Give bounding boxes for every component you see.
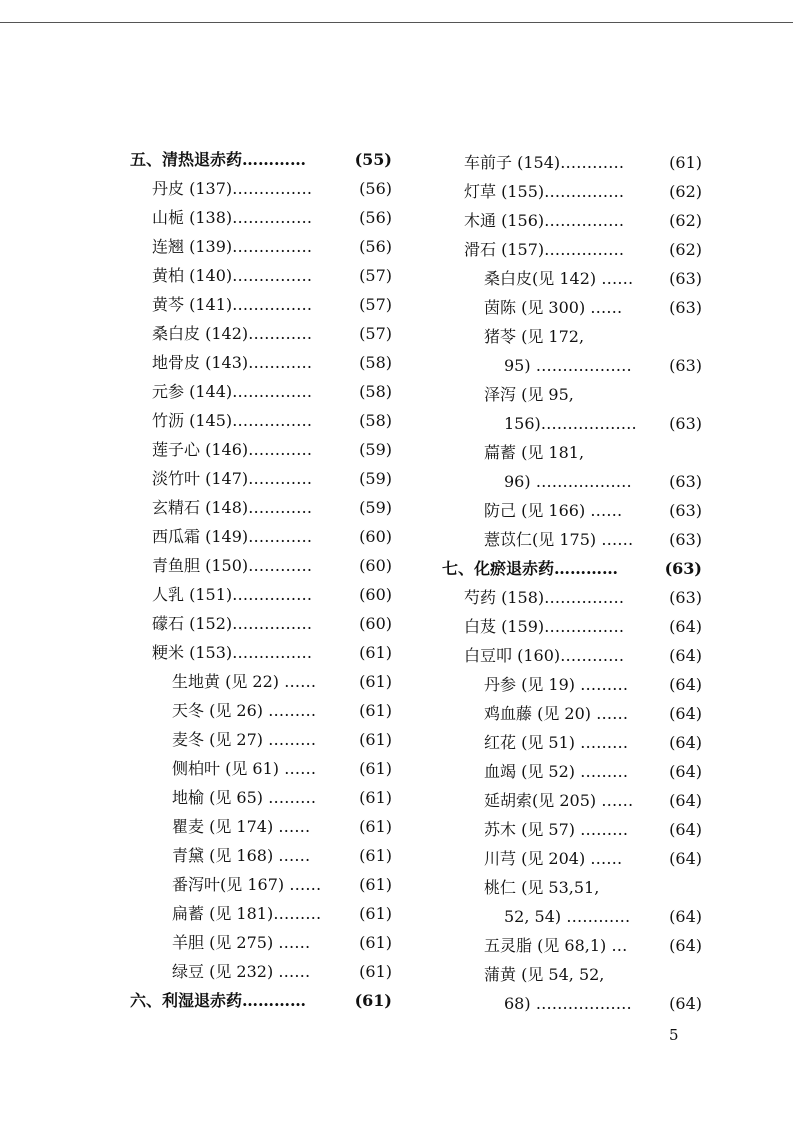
toc-entry-page: (64) <box>669 849 702 868</box>
toc-entry-page: (63) <box>669 269 702 288</box>
toc-entry <box>442 496 702 525</box>
toc-entry-page: (61) <box>359 672 392 691</box>
toc-entry-page: (61) <box>359 962 392 981</box>
toc-entry-text: 萹蓄 (见 181, <box>484 443 585 462</box>
toc-entry-text: 青黛 (见 168) …… <box>172 846 311 865</box>
toc-entry-page: (60) <box>359 614 392 633</box>
toc-entry-page: (64) <box>669 762 702 781</box>
toc-entry-page: (61) <box>359 730 392 749</box>
toc-entry-text: 扁蓄 (见 181)……… <box>172 904 322 923</box>
toc-entry-text: 连翘 (139)…………… <box>152 237 313 256</box>
toc-entry-text: 苏木 (见 57) ……… <box>484 820 629 839</box>
toc-entry-text: 生地黄 (见 22) …… <box>172 672 317 691</box>
toc-entry-page: (61) <box>669 153 702 172</box>
toc-entry-text: 白芨 (159)…………… <box>464 617 625 636</box>
toc-entry <box>442 670 702 699</box>
toc-entry <box>130 725 392 754</box>
toc-entry-text: 滑石 (157)…………… <box>464 240 625 259</box>
toc-entry-text: 莲子心 (146)………… <box>152 440 313 459</box>
toc-entry <box>130 319 392 348</box>
toc-entry <box>130 667 392 696</box>
toc-entry-text: 玄精石 (148)………… <box>152 498 313 517</box>
toc-entry-page: (58) <box>359 353 392 372</box>
toc-entry-text: 95) ……………… <box>504 356 632 375</box>
toc-entry <box>442 612 702 641</box>
toc-entry <box>130 812 392 841</box>
toc-left-column <box>130 145 392 1015</box>
toc-entry <box>442 206 702 235</box>
toc-entry-page: (64) <box>669 733 702 752</box>
header-rule <box>0 22 793 23</box>
toc-entry-text: 木通 (156)…………… <box>464 211 625 230</box>
toc-entry-text: 灯草 (155)…………… <box>464 182 625 201</box>
toc-entry-text: 麦冬 (见 27) ……… <box>172 730 317 749</box>
toc-entry-text: 天冬 (见 26) ……… <box>172 701 317 720</box>
toc-entry <box>130 203 392 232</box>
toc-entry <box>130 174 392 203</box>
toc-entry-text: 鸡血藤 (见 20) …… <box>484 704 629 723</box>
toc-entry <box>442 583 702 612</box>
toc-entry-text: 绿豆 (见 232) …… <box>172 962 311 981</box>
toc-entry <box>442 786 702 815</box>
toc-entry <box>130 638 392 667</box>
toc-entry-page: (57) <box>359 295 392 314</box>
toc-entry <box>130 348 392 377</box>
toc-entry-text: 52, 54) ………… <box>504 907 631 926</box>
toc-entry-text: 丹皮 (137)…………… <box>152 179 313 198</box>
toc-entry-text: 蒲黄 (见 54, 52, <box>484 965 605 984</box>
toc-entry-text: 红花 (见 51) ……… <box>484 733 629 752</box>
toc-entry <box>442 293 702 322</box>
toc-entry-text: 地骨皮 (143)………… <box>152 353 313 372</box>
toc-entry <box>130 232 392 261</box>
toc-entry-page: (62) <box>669 211 702 230</box>
toc-entry-text: 猪苓 (见 172, <box>484 327 585 346</box>
toc-entry <box>130 754 392 783</box>
toc-entry-page: (61) <box>359 701 392 720</box>
toc-entry <box>130 522 392 551</box>
toc-entry-page: (56) <box>359 237 392 256</box>
toc-entry <box>130 899 392 928</box>
toc-entry-page: (59) <box>359 440 392 459</box>
toc-entry-text: 元参 (144)…………… <box>152 382 313 401</box>
toc-entry-page: (63) <box>669 356 702 375</box>
toc-right-column <box>442 148 702 1018</box>
toc-entry <box>442 438 702 467</box>
toc-entry-page: (61) <box>359 788 392 807</box>
toc-entry-text: 礞石 (152)…………… <box>152 614 313 633</box>
toc-entry-text: 白豆叩 (160)………… <box>464 646 625 665</box>
toc-entry-page: (64) <box>669 675 702 694</box>
toc-entry <box>130 928 392 957</box>
toc-entry <box>130 870 392 899</box>
toc-entry-page: (63) <box>664 559 702 578</box>
toc-entry-page: (56) <box>359 179 392 198</box>
toc-entry-page: (63) <box>669 588 702 607</box>
toc-section-heading <box>130 145 392 174</box>
toc-entry <box>130 783 392 812</box>
toc-entry-page: (61) <box>359 759 392 778</box>
toc-entry-text: 人乳 (151)…………… <box>152 585 313 604</box>
toc-entry-text: 延胡索(见 205) …… <box>484 791 634 810</box>
toc-entry-page: (61) <box>359 875 392 894</box>
toc-entry-page: (56) <box>359 208 392 227</box>
toc-entry-page: (64) <box>669 907 702 926</box>
toc-entry-page: (64) <box>669 936 702 955</box>
toc-entry-page: (61) <box>359 643 392 662</box>
toc-entry-page: (59) <box>359 498 392 517</box>
toc-entry <box>130 696 392 725</box>
toc-entry-text: 五灵脂 (见 68,1) … <box>484 936 628 955</box>
toc-entry-page: (61) <box>359 933 392 952</box>
toc-entry-text: 瞿麦 (见 174) …… <box>172 817 311 836</box>
toc-entry-page: (63) <box>669 530 702 549</box>
toc-entry-page: (57) <box>359 266 392 285</box>
toc-entry-page: (61) <box>354 991 392 1010</box>
toc-entry <box>130 551 392 580</box>
toc-entry-text: 番泻叶(见 167) …… <box>172 875 322 894</box>
toc-entry-text: 桑白皮(见 142) …… <box>484 269 634 288</box>
toc-entry-text: 羊胆 (见 275) …… <box>172 933 311 952</box>
toc-entry <box>130 493 392 522</box>
toc-entry <box>442 351 702 380</box>
toc-entry-text: 竹沥 (145)…………… <box>152 411 313 430</box>
toc-entry <box>442 525 702 554</box>
toc-entry-page: (64) <box>669 704 702 723</box>
toc-entry <box>442 380 702 409</box>
toc-entry <box>442 641 702 670</box>
toc-entry-page: (58) <box>359 382 392 401</box>
toc-entry <box>130 580 392 609</box>
toc-entry-page: (55) <box>354 150 392 169</box>
toc-entry-page: (62) <box>669 182 702 201</box>
toc-entry-page: (64) <box>669 617 702 636</box>
toc-entry-text: 泽泻 (见 95, <box>484 385 574 404</box>
toc-entry-page: (62) <box>669 240 702 259</box>
page-number: 5 <box>669 1026 679 1044</box>
toc-entry-text: 黄芩 (141)…………… <box>152 295 313 314</box>
toc-entry-text: 青鱼胆 (150)………… <box>152 556 313 575</box>
toc-section-heading <box>130 986 392 1015</box>
toc-entry-text: 薏苡仁(见 175) …… <box>484 530 634 549</box>
toc-entry <box>442 322 702 351</box>
toc-entry <box>130 261 392 290</box>
toc-entry-text: 车前子 (154)………… <box>464 153 625 172</box>
toc-section-heading <box>442 554 702 583</box>
toc-entry-text: 茵陈 (见 300) …… <box>484 298 623 317</box>
toc-entry-page: (57) <box>359 324 392 343</box>
toc-entry <box>442 844 702 873</box>
toc-entry <box>442 960 702 989</box>
toc-entry <box>130 841 392 870</box>
toc-entry <box>442 728 702 757</box>
toc-entry <box>442 815 702 844</box>
toc-entry <box>442 931 702 960</box>
toc-entry-page: (58) <box>359 411 392 430</box>
toc-entry-text: 桃仁 (见 53,51, <box>484 878 600 897</box>
toc-entry-page: (63) <box>669 414 702 433</box>
toc-entry-text: 防己 (见 166) …… <box>484 501 623 520</box>
toc-entry-text: 地榆 (见 65) ……… <box>172 788 317 807</box>
toc-entry <box>442 467 702 496</box>
toc-entry-page: (60) <box>359 556 392 575</box>
toc-entry-text: 桑白皮 (142)………… <box>152 324 313 343</box>
toc-entry-text: 68) ……………… <box>504 994 632 1013</box>
toc-entry <box>442 873 702 902</box>
toc-entry-page: (64) <box>669 820 702 839</box>
toc-entry-text: 丹参 (见 19) ……… <box>484 675 629 694</box>
toc-entry-page: (63) <box>669 298 702 317</box>
toc-entry <box>442 409 702 438</box>
toc-entry <box>442 989 702 1018</box>
toc-entry-page: (59) <box>359 469 392 488</box>
toc-entry-text: 川芎 (见 204) …… <box>484 849 623 868</box>
toc-entry <box>442 235 702 264</box>
toc-entry <box>442 264 702 293</box>
toc-entry <box>442 902 702 931</box>
toc-entry-text: 淡竹叶 (147)………… <box>152 469 313 488</box>
toc-entry <box>130 435 392 464</box>
toc-entry <box>130 464 392 493</box>
toc-entry <box>130 290 392 319</box>
toc-entry-page: (61) <box>359 846 392 865</box>
toc-entry-page: (60) <box>359 527 392 546</box>
toc-entry-text: 西瓜霜 (149)………… <box>152 527 313 546</box>
toc-entry-page: (63) <box>669 472 702 491</box>
toc-entry <box>442 148 702 177</box>
toc-entry-page: (64) <box>669 994 702 1013</box>
toc-entry <box>130 609 392 638</box>
toc-entry <box>130 406 392 435</box>
toc-entry-text: 血竭 (见 52) ……… <box>484 762 629 781</box>
toc-entry <box>130 377 392 406</box>
toc-entry-text: 五、清热退赤药………… <box>130 150 307 169</box>
toc-entry-text: 七、化瘀退赤药………… <box>442 559 619 578</box>
toc-entry-page: (64) <box>669 791 702 810</box>
toc-entry-page: (64) <box>669 646 702 665</box>
toc-entry <box>442 177 702 206</box>
toc-entry-page: (63) <box>669 501 702 520</box>
toc-entry-text: 六、利湿退赤药………… <box>130 991 307 1010</box>
toc-entry-page: (60) <box>359 585 392 604</box>
toc-entry-text: 芍药 (158)…………… <box>464 588 625 607</box>
toc-entry-text: 96) ……………… <box>504 472 632 491</box>
toc-entry-text: 侧柏叶 (见 61) …… <box>172 759 317 778</box>
toc-entry <box>442 699 702 728</box>
toc-entry-text: 156)……………… <box>504 414 637 433</box>
toc-entry-page: (61) <box>359 817 392 836</box>
toc-entry-text: 黄柏 (140)…………… <box>152 266 313 285</box>
toc-entry <box>130 957 392 986</box>
toc-entry-text: 粳米 (153)…………… <box>152 643 313 662</box>
toc-entry-page: (61) <box>359 904 392 923</box>
toc-entry <box>442 757 702 786</box>
toc-entry-text: 山栀 (138)…………… <box>152 208 313 227</box>
